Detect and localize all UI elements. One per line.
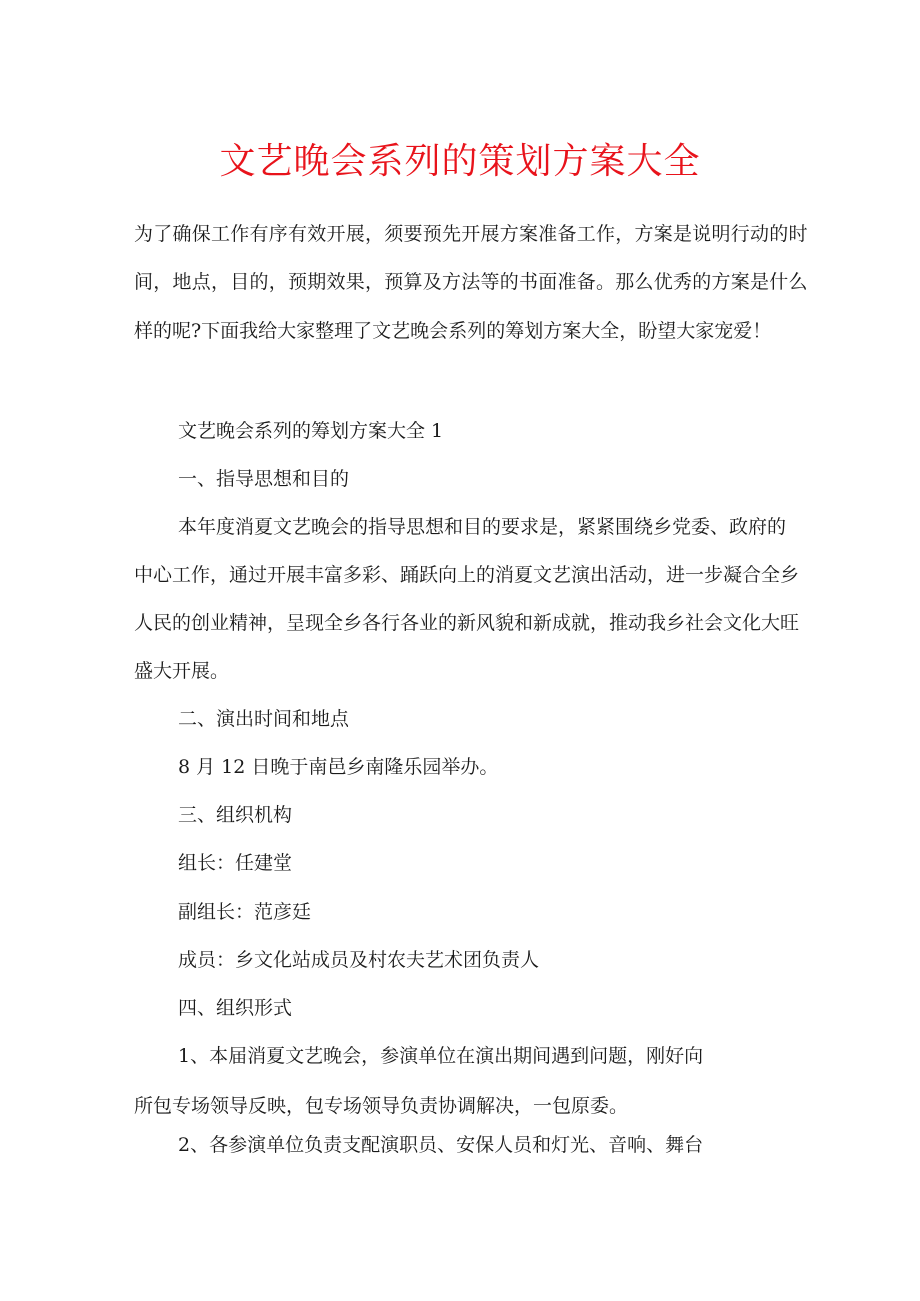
paragraph-line: 人民的创业精神，呈现全乡各行各业的新风貌和新成就，推动我乡社会文化大旺 xyxy=(134,612,800,634)
list-item-1: 1、本届消夏文艺晚会，参演单位在演出期间遇到问题，刚好向 xyxy=(178,1045,704,1067)
heading-guiding-principles: 一、指导思想和目的 xyxy=(178,468,350,490)
heading-organization-form: 四、组织形式 xyxy=(178,997,293,1019)
paragraph-line: 盛大开展。 xyxy=(134,660,230,682)
paragraph-line: 中心工作，通过开展丰富多彩、踊跃向上的消夏文艺演出活动，进一步凝合全乡 xyxy=(134,564,800,586)
heading-time-place: 二、演出时间和地点 xyxy=(178,708,350,730)
deputy-leader-line: 副组长：范彦廷 xyxy=(178,901,312,923)
list-item-2: 2、各参演单位负责支配演职员、安保人员和灯光、音响、舞台 xyxy=(178,1134,704,1156)
list-item-1-continuation: 所包专场领导反映，包专场领导负责协调解决，一包原委。 xyxy=(134,1095,629,1117)
paragraph-line: 本年度消夏文艺晚会的指导思想和目的要求是，紧紧围绕乡党委、政府的 xyxy=(178,516,787,538)
section-heading: 文艺晚会系列的筹划方案大全 1 xyxy=(178,420,444,442)
document-title: 文艺晚会系列的策划方案大全 xyxy=(219,141,701,182)
members-line: 成员：乡文化站成员及村农夫艺术团负责人 xyxy=(178,949,540,971)
time-place-text: 8 月 12 日晚于南邑乡南隆乐园举办。 xyxy=(178,756,499,778)
intro-line: 样的呢?下面我给大家整理了文艺晚会系列的筹划方案大全，盼望大家宠爱！ xyxy=(134,320,772,342)
intro-line: 为了确保工作有序有效开展，须要预先开展方案准备工作，方案是说明行动的时 xyxy=(134,223,808,245)
heading-organization: 三、组织机构 xyxy=(178,804,293,826)
intro-line: 间，地点，目的，预期效果，预算及方法等的书面准备。那么优秀的方案是什么 xyxy=(134,271,808,293)
leader-line: 组长：任建堂 xyxy=(178,852,293,874)
